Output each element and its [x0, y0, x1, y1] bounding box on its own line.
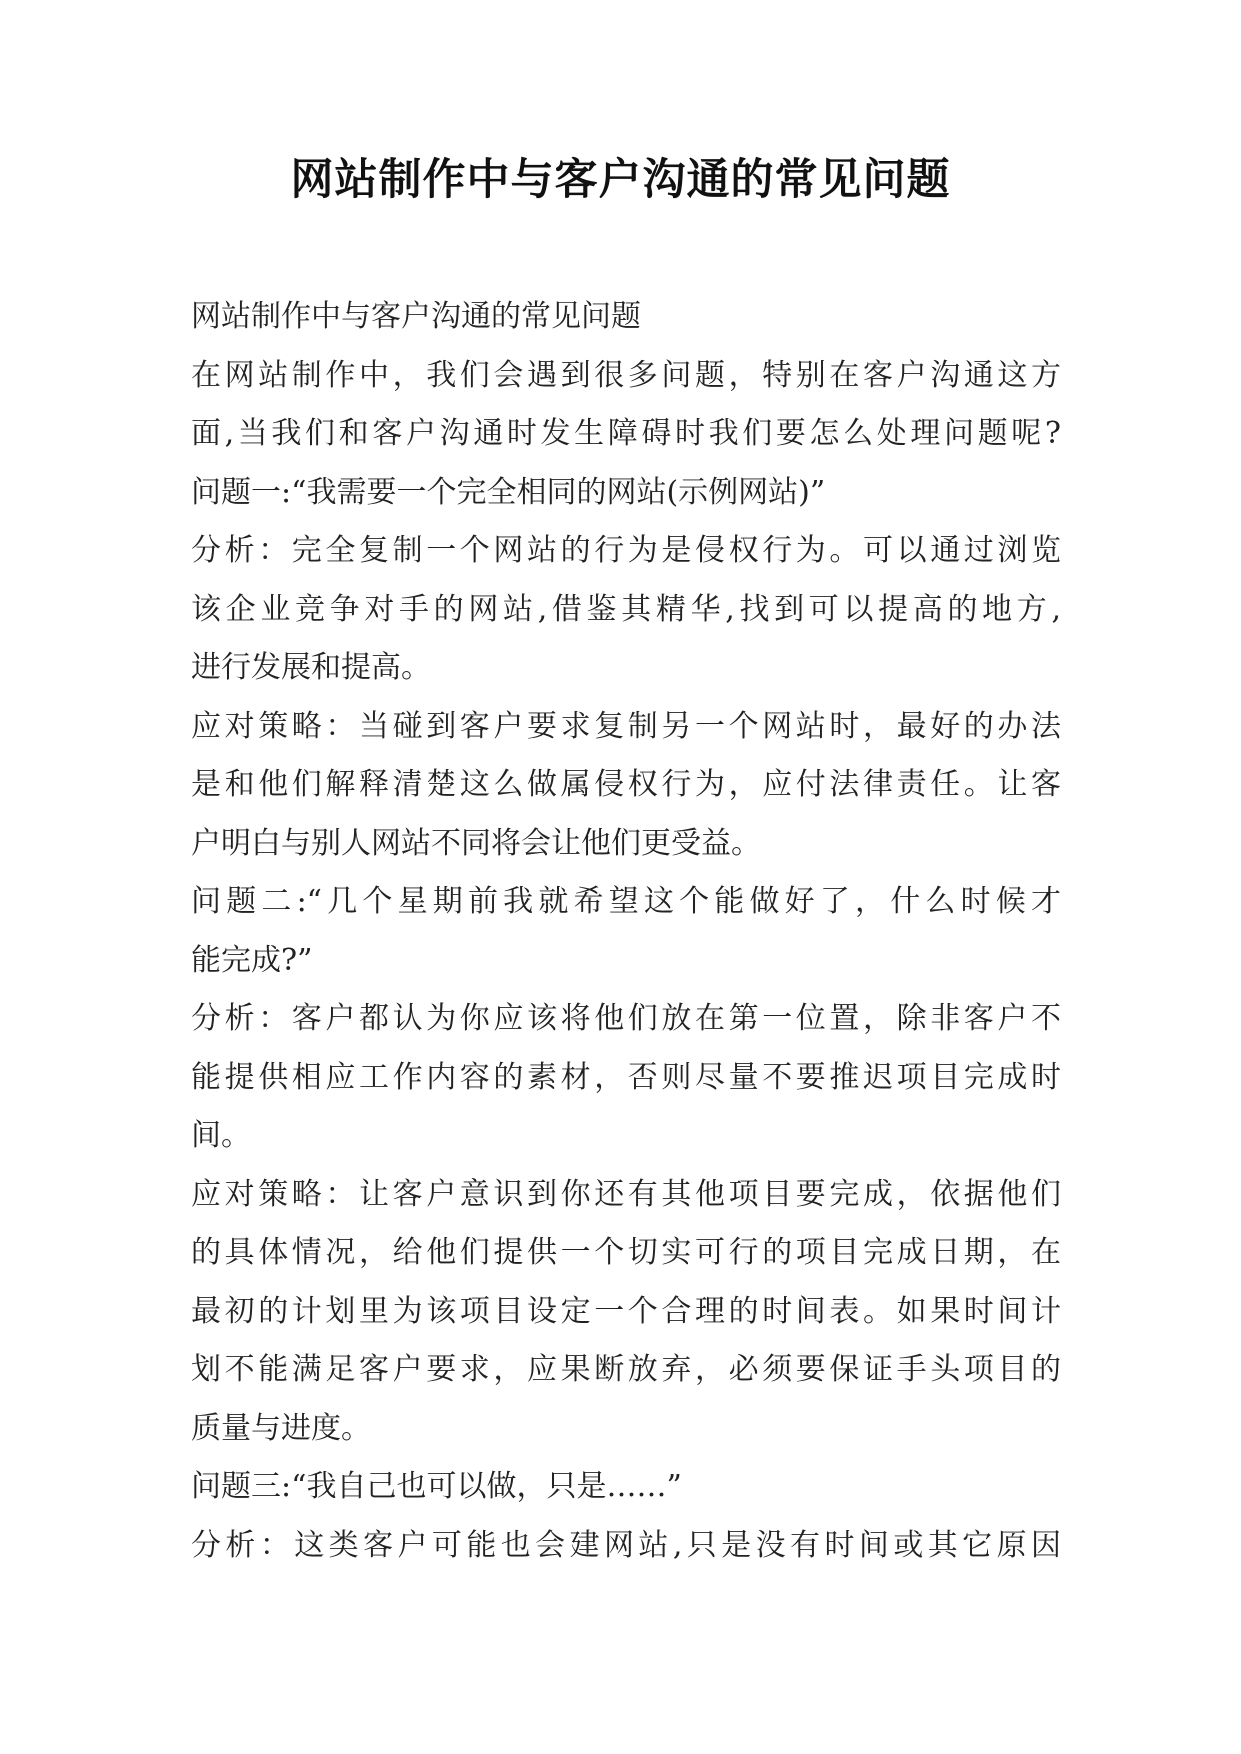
body-line: 分析：完全复制一个网站的行为是侵权行为。可以通过浏览: [191, 533, 1061, 568]
body-line: 问题一:“我需要一个完全相同的网站(示例网站)”: [191, 474, 826, 510]
body-line: 面,当我们和客户沟通时发生障碍时我们要怎么处理问题呢?: [191, 416, 1061, 451]
body-line: 能提供相应工作内容的素材，否则尽量不要推迟项目完成时: [191, 1059, 1061, 1095]
body-line: 分析：这类客户可能也会建网站,只是没有时间或其它原因: [191, 1527, 1061, 1563]
body-line: 最初的计划里为该项目设定一个合理的时间表。如果时间计: [191, 1293, 1061, 1329]
body-line: 应对策略：当碰到客户要求复制另一个网站时，最好的办法: [191, 708, 1061, 744]
body-line: 问题二:“几个星期前我就希望这个能做好了，什么时候才: [191, 884, 1061, 919]
body-line: 该企业竞争对手的网站,借鉴其精华,找到可以提高的地方,: [191, 591, 1061, 627]
body-line: 网站制作中与客户沟通的常见问题: [191, 299, 641, 334]
body-line: 间。: [191, 1118, 251, 1153]
body-line: 户明白与别人网站不同将会让他们更受益。: [191, 825, 761, 861]
body-line: 的具体情况，给他们提供一个切实可行的项目完成日期，在: [191, 1235, 1061, 1270]
body-line: 质量与进度。: [191, 1410, 371, 1446]
body-line: 是和他们解释清楚这么做属侵权行为，应付法律责任。让客: [191, 767, 1061, 802]
document-title: 网站制作中与客户沟通的常见问题: [290, 155, 951, 205]
document-body: [191, 288, 1061, 1575]
body-line: 进行发展和提高。: [191, 650, 431, 685]
body-line: 问题三:“我自己也可以做，只是……”: [191, 1469, 682, 1504]
body-line: 在网站制作中，我们会遇到很多问题，特别在客户沟通这方: [191, 357, 1061, 393]
body-line: 划不能满足客户要求，应果断放弃，必须要保证手头项目的: [191, 1352, 1061, 1387]
body-line: 应对策略：让客户意识到你还有其他项目要完成，依据他们: [191, 1176, 1061, 1212]
body-line: 能完成?”: [191, 942, 313, 978]
body-line: 分析：客户都认为你应该将他们放在第一位置，除非客户不: [191, 1001, 1061, 1036]
